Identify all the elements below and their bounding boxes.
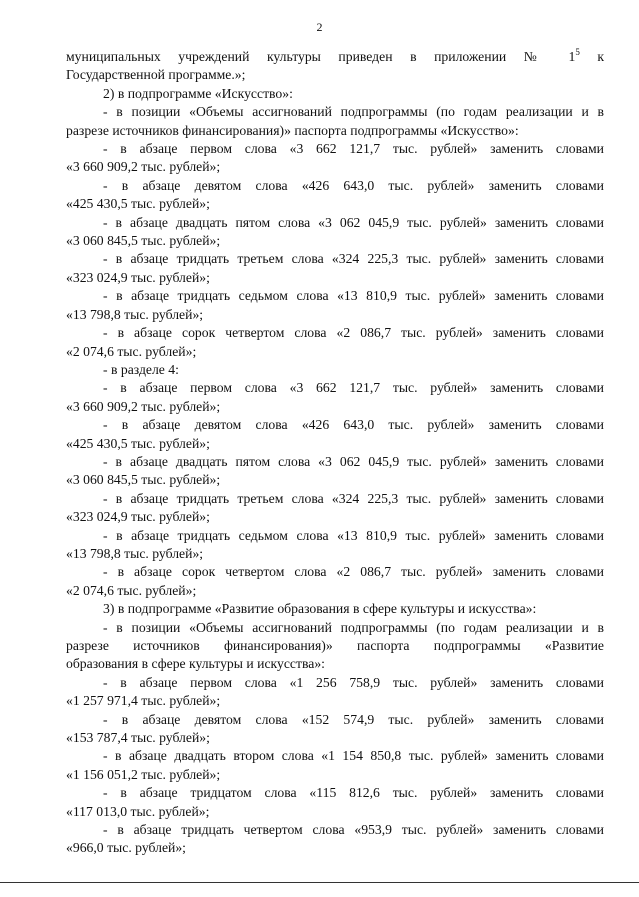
bottom-rule: [0, 882, 639, 883]
text-line: [66, 398, 604, 416]
text-line-content: муниципальных учреждений культуры приведен в приложении № 1: [66, 49, 576, 64]
text-line-content: «966,0 тыс. рублей»;: [66, 840, 186, 856]
text-line-content: - в абзаце тридцать третьем слова «324 225,3 тыс. рублей» заменить словами: [103, 490, 604, 506]
text-line: [66, 453, 604, 471]
text-line: [66, 619, 604, 637]
text-line-content: разрезе источников финансирования)» паспорта подпрограммы «Развитие: [66, 638, 604, 653]
text-line-content: - в абзаце девятом слова «426 643,0 тыс. рублей» заменить словами: [103, 417, 604, 433]
text-line-content: - в абзаце первом слова «3 662 121,7 тыс. рублей» заменить словами: [103, 141, 604, 157]
text-line-content: «3 060 845,5 тыс. рублей»;: [66, 472, 221, 488]
text-line-content: «3 060 845,5 тыс. рублей»;: [66, 233, 221, 249]
text-line: [66, 803, 604, 821]
text-line: [66, 324, 604, 342]
text-line: [66, 600, 604, 618]
text-line: [66, 195, 604, 213]
text-line-content: - в абзаце первом слова «3 662 121,7 тыс. рублей» заменить словами: [103, 380, 604, 396]
text-line-content: «2 074,6 тыс. рублей»;: [66, 343, 197, 359]
text-line-content: 2) в подпрограмме «Искусство»:: [103, 85, 293, 101]
text-line-content: «323 024,9 тыс. рублей»;: [66, 269, 210, 285]
text-line-content: - в абзаце девятом слова «152 574,9 тыс. рублей» заменить словами: [103, 711, 604, 727]
text-line: [66, 269, 604, 287]
text-line-content: - в абзаце двадцать пятом слова «3 062 045,9 тыс. рублей» заменить словами: [103, 214, 604, 230]
text-line-content: «425 430,5 тыс. рублей»;: [66, 196, 210, 212]
text-line-content: - в абзаце первом слова «1 256 758,9 тыс. рублей» заменить словами: [103, 674, 604, 690]
text-line-content: «3 660 909,2 тыс. рублей»;: [66, 398, 221, 414]
text-line: [66, 674, 604, 692]
superscript: 5: [575, 47, 580, 57]
text-line-content: «1 156 051,2 тыс. рублей»;: [66, 766, 221, 782]
text-line-content: - в абзаце девятом слова «426 643,0 тыс. рублей» заменить словами: [103, 177, 604, 193]
text-line: [66, 250, 604, 268]
text-line: [66, 766, 604, 784]
text-line: [66, 66, 604, 84]
text-line-content: - в абзаце тридцать седьмом слова «13 810,9 тыс. рублей» заменить словами: [103, 288, 604, 304]
text-line: [66, 232, 604, 250]
text-line: [66, 711, 604, 729]
text-line-content: - в абзаце тридцать седьмом слова «13 810,9 тыс. рублей» заменить словами: [103, 527, 604, 543]
text-line: [66, 48, 604, 66]
text-line-content: - в разделе 4:: [103, 361, 179, 377]
text-line-content: - в позиции «Объемы ассигнований подпрограммы (по годам реализации и в: [103, 104, 604, 120]
text-line: [66, 784, 604, 802]
text-line: [66, 379, 604, 397]
text-line-content: - в абзаце тридцать четвертом слова «953,9 тыс. рублей» заменить словами: [103, 822, 604, 838]
document-body: [66, 48, 604, 858]
text-line-content: «1 257 971,4 тыс. рублей»;: [66, 693, 221, 709]
text-line-content: «117 013,0 тыс. рублей»;: [66, 803, 210, 819]
text-line-content: разрезе источников финансирования)» паспорта подпрограммы «Искусство»:: [66, 122, 519, 138]
text-line-suffix: к: [579, 49, 604, 64]
text-line: [66, 563, 604, 581]
text-line: [66, 729, 604, 747]
text-line: [66, 435, 604, 453]
text-line-content: «3 660 909,2 тыс. рублей»;: [66, 159, 221, 175]
text-line: [66, 177, 604, 195]
text-line-content: образования в сфере культуры и искусства»:: [66, 656, 325, 672]
text-line-content: - в абзаце тридцать третьем слова «324 225,3 тыс. рублей» заменить словами: [103, 251, 604, 267]
text-line-content: - в абзаце сорок четвертом слова «2 086,7 тыс. рублей» заменить словами: [103, 325, 604, 341]
text-line-content: - в позиции «Объемы ассигнований подпрограммы (по годам реализации и в: [103, 619, 604, 635]
text-line-content: Государственной программе.»;: [66, 67, 246, 83]
text-line: [66, 545, 604, 563]
text-line-content: «153 787,4 тыс. рублей»;: [66, 730, 210, 746]
page-number: 2: [316, 20, 323, 34]
text-line: [66, 343, 604, 361]
text-line-content: - в абзаце тридцатом слова «115 812,6 тыс. рублей» заменить словами: [103, 785, 604, 801]
text-line-content: «425 430,5 тыс. рублей»;: [66, 435, 210, 451]
text-line: [66, 692, 604, 710]
text-line: [66, 140, 604, 158]
text-line: [66, 287, 604, 305]
text-line-content: «2 074,6 тыс. рублей»;: [66, 582, 197, 598]
text-line: [66, 582, 604, 600]
text-line: [66, 361, 604, 379]
text-line-content: - в абзаце двадцать пятом слова «3 062 045,9 тыс. рублей» заменить словами: [103, 453, 604, 469]
text-line: [66, 839, 604, 857]
text-line: [66, 85, 604, 103]
text-line-content: «13 798,8 тыс. рублей»;: [66, 306, 204, 322]
text-line: [66, 747, 604, 765]
text-line: [66, 655, 604, 673]
text-line: [66, 158, 604, 176]
text-line: [66, 637, 604, 655]
text-line: [66, 490, 604, 508]
text-line: [66, 821, 604, 839]
text-line: [66, 471, 604, 489]
text-line: [66, 306, 604, 324]
text-line: [66, 416, 604, 434]
text-line: [66, 103, 604, 121]
text-line-content: - в абзаце сорок четвертом слова «2 086,7 тыс. рублей» заменить словами: [103, 564, 604, 580]
text-line: [66, 122, 604, 140]
text-line: [66, 508, 604, 526]
text-line: [66, 527, 604, 545]
text-line: [66, 214, 604, 232]
text-line-content: «323 024,9 тыс. рублей»;: [66, 509, 210, 525]
text-line-content: 3) в подпрограмме «Развитие образования в сфере культуры и искусства»:: [103, 601, 537, 617]
text-line-content: - в абзаце двадцать втором слова «1 154 850,8 тыс. рублей» заменить словами: [103, 748, 604, 764]
text-line-content: «13 798,8 тыс. рублей»;: [66, 545, 204, 561]
